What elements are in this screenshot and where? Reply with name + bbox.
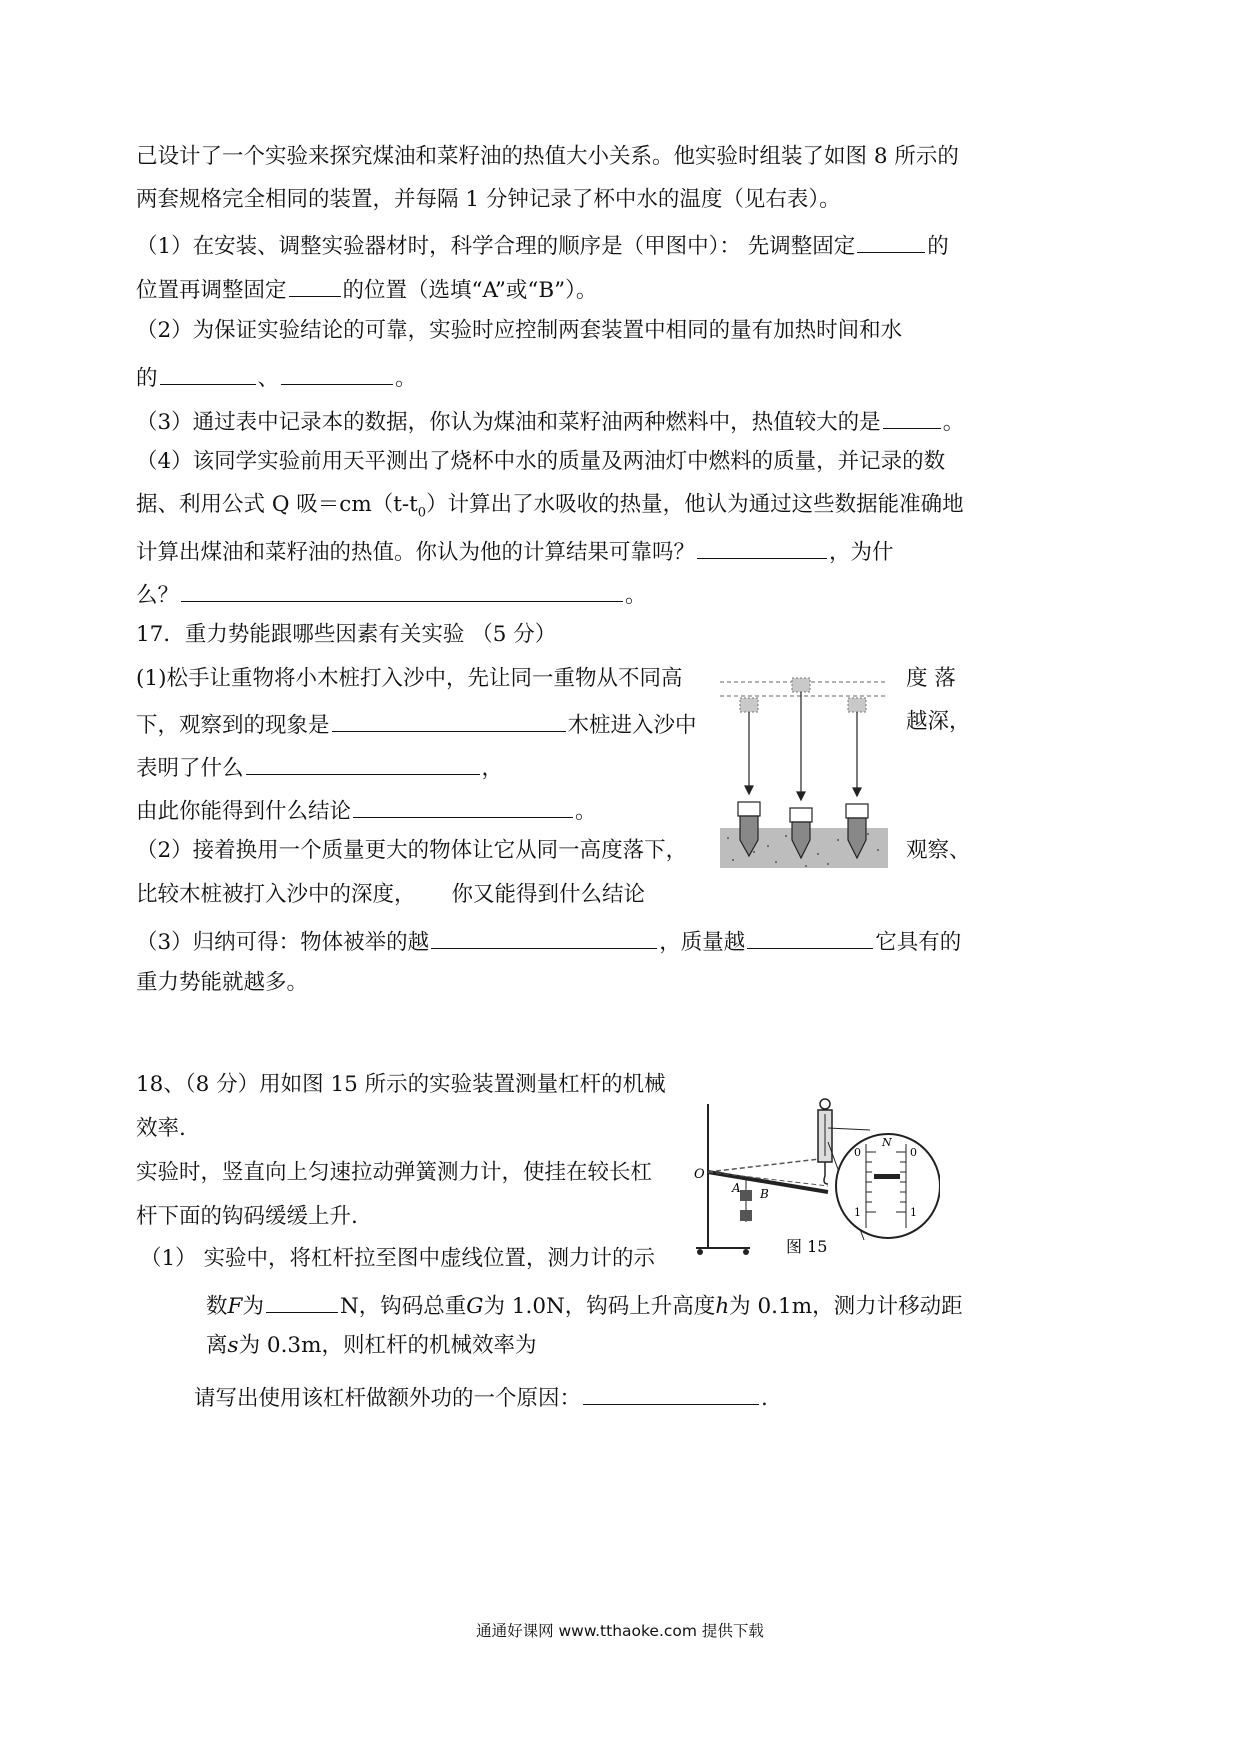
q17-line2-text-b: 木桩进入沙中 [567, 713, 697, 738]
lever-figure [694, 1092, 940, 1264]
q18-line8 [194, 1384, 768, 1410]
page-footer: 通通好课网 www.tthaoke.com 提供下载 [476, 1622, 764, 1640]
scale-label-0-right: 0 [910, 1146, 917, 1159]
answer-blank-7[interactable] [181, 581, 623, 602]
q16-part2-line1: （2）为保证实验结论的可靠，实验时应控制两套装置中相同的量有加热时间和水 [136, 318, 903, 343]
q16-part4-text-f: 么？ [136, 583, 180, 608]
scale-label-0-left: 0 [854, 1146, 861, 1159]
q16-part1-text-b: 的 [927, 234, 949, 259]
stakes-figure [718, 668, 890, 870]
answer-blank-12[interactable] [747, 928, 873, 949]
q17-line7-text-b: ，质量越 [659, 930, 746, 955]
answer-blank-2[interactable] [289, 276, 341, 297]
answer-blank-10[interactable] [353, 797, 573, 818]
q16-part1-text-d: 的位置（选填“A”或“B”）。 [342, 278, 598, 303]
q18-line8-text: 请写出使用该杠杆做额外功的一个原因： [194, 1386, 582, 1411]
q16-part2-line2 [136, 364, 417, 390]
q18-line7-text-b: 为 0.3m，则杠杆的机械效率为 [238, 1333, 537, 1358]
q16-part3-text-b: 。 [942, 410, 965, 435]
hook-weights [740, 1179, 752, 1222]
lever-dashed-position [708, 1158, 828, 1172]
spring-scale [818, 1099, 832, 1184]
q17-line7 [136, 928, 961, 954]
q16-part4-line4 [136, 581, 647, 607]
q16-part4-line1: （4）该同学实验前用天平测出了烧杯中水的质量及两油灯中燃料的质量，并记录的数 [136, 449, 946, 474]
q16-formula-subscript: 0 [417, 505, 427, 521]
q17-line4-text: 由此你能得到什么结论 [136, 799, 352, 824]
q16-part4-text-e: ，为什 [829, 540, 894, 565]
stand-feet [697, 1249, 749, 1255]
symbol-h: h [715, 1294, 730, 1319]
q16-part4-text-c: ）计算出了水吸收的热量，他认为通过这些数据能准确地 [426, 492, 964, 517]
q16-part2-text-c: 、 [257, 366, 280, 391]
answer-blank-13[interactable] [266, 1292, 338, 1313]
q16-formula: 据、利用公式 Q 吸＝cm（t-t [136, 492, 418, 517]
falling-weights [740, 678, 866, 712]
q17-line5-right: 观察、 [906, 838, 971, 863]
q16-part4-text-d: 计算出煤油和菜籽油的热值。你认为他的计算结果可靠吗？ [136, 540, 696, 565]
q16-part3-line [136, 408, 964, 434]
q18-line6-text-c: N，钩码总重 [339, 1294, 467, 1319]
q16-part4-line2 [136, 494, 964, 519]
q18-line1: 18、（8 分）用如图 15 所示的实验装置测量杠杆的机械 [136, 1072, 666, 1097]
q18-line5: （1） 实验中，将杠杆拉至图中虚线位置，测力计的示 [140, 1246, 656, 1271]
symbol-s: s [227, 1333, 239, 1358]
q18-line3: 实验时，竖直向上匀速拉动弹簧测力计，使挂在较长杠 [136, 1160, 653, 1185]
q17-title: 17．重力势能跟哪些因素有关实验 （5 分） [136, 622, 557, 647]
q17-line4-text-b: 。 [575, 799, 597, 824]
q18-line6-text-e: 为 0.1m，测力计移动距 [729, 1294, 963, 1319]
q16-part1-line2 [136, 276, 597, 302]
drop-arrows [745, 692, 861, 800]
q16-part1-text-c: 位置再调整固定 [136, 278, 287, 303]
q17-line1: (1)松手让重物将小木桩打入沙中，先让同一重物从不同高 [136, 666, 683, 691]
answer-blank-6[interactable] [697, 538, 827, 559]
q18-line7 [206, 1335, 536, 1357]
q18-line2: 效率. [136, 1116, 186, 1141]
scale-label-1-right: 1 [910, 1206, 917, 1219]
q16-part4-line3 [136, 538, 894, 564]
scale-pointer [874, 1174, 900, 1179]
q17-line3-text: 表明了什么 [136, 756, 244, 781]
answer-blank-4[interactable] [281, 364, 393, 385]
answer-blank-8[interactable] [332, 711, 566, 732]
q17-line2-right: 越深， [906, 709, 971, 734]
label-B: B [760, 1187, 769, 1201]
q17-line3-text-b: ， [481, 756, 504, 781]
label-A: A [732, 1181, 741, 1195]
q17-line2 [136, 711, 697, 737]
answer-blank-14[interactable] [583, 1384, 759, 1405]
q17-line1-right: 度 落 [906, 666, 956, 691]
q18-line8-text-b: . [761, 1386, 768, 1411]
q16-intro-line1: 己设计了一个实验来探究煤油和菜籽油的热值大小关系。他实验时组装了如图 8 所示的 [136, 144, 959, 169]
scale-label-1-left: 1 [854, 1206, 861, 1219]
q18-line7-text: 离 [206, 1333, 228, 1358]
q16-part3-text: （3）通过表中记录本的数据，你认为煤油和菜籽油两种燃料中，热值较大的是 [136, 410, 881, 435]
answer-blank-9[interactable] [246, 754, 480, 775]
q17-line4 [136, 797, 597, 823]
q16-part4-text-g: 。 [625, 583, 647, 608]
q17-line7-text: （3）归纳可得：物体被举的越 [136, 930, 430, 955]
q17-line3 [136, 754, 503, 780]
q18-line6 [206, 1292, 963, 1318]
q17-line6-text-b: 你又能得到什么结论 [451, 882, 646, 907]
q17-line7-text-c: 它具有的 [875, 930, 962, 955]
answer-blank-3[interactable] [160, 364, 256, 385]
q16-intro-line2: 两套规格完全相同的装置，并每隔 1 分钟记录了杯中水的温度（见右表）。 [136, 187, 841, 212]
q18-line4: 杆下面的钩码缓缓上升. [136, 1204, 358, 1229]
answer-blank-5[interactable] [883, 408, 941, 429]
figure-caption: 图 15 [786, 1237, 828, 1256]
q16-part2-text-b: 的 [136, 366, 158, 391]
q17-line8: 重力势能就越多。 [136, 970, 309, 995]
symbol-F: F [227, 1294, 243, 1319]
q17-line2-text: 下，观察到的现象是 [136, 713, 330, 738]
q16-part1-text: （1）在安装、调整实验器材时，科学合理的顺序是（甲图中）： 先调整固定 [136, 234, 856, 259]
q16-part1-line1 [136, 232, 949, 258]
label-O: O [694, 1167, 705, 1182]
answer-blank-11[interactable] [431, 928, 657, 949]
q18-line6-text-b: 为 [242, 1294, 264, 1319]
q16-part2-text-d: 。 [395, 366, 417, 391]
magnified-scale-circle [836, 1134, 940, 1238]
q17-line6 [136, 884, 645, 906]
q18-line6-text-d: 为 1.0N，钩码上升高度 [483, 1294, 716, 1319]
q17-line5: （2）接着换用一个质量更大的物体让它从同一高度落下， [136, 838, 688, 863]
label-N: N [882, 1136, 892, 1149]
symbol-G: G [466, 1294, 484, 1319]
q17-line6-text: 比较木桩被打入沙中的深度， [136, 882, 416, 907]
q18-line6-text: 数 [206, 1294, 228, 1319]
answer-blank-1[interactable] [857, 232, 925, 253]
